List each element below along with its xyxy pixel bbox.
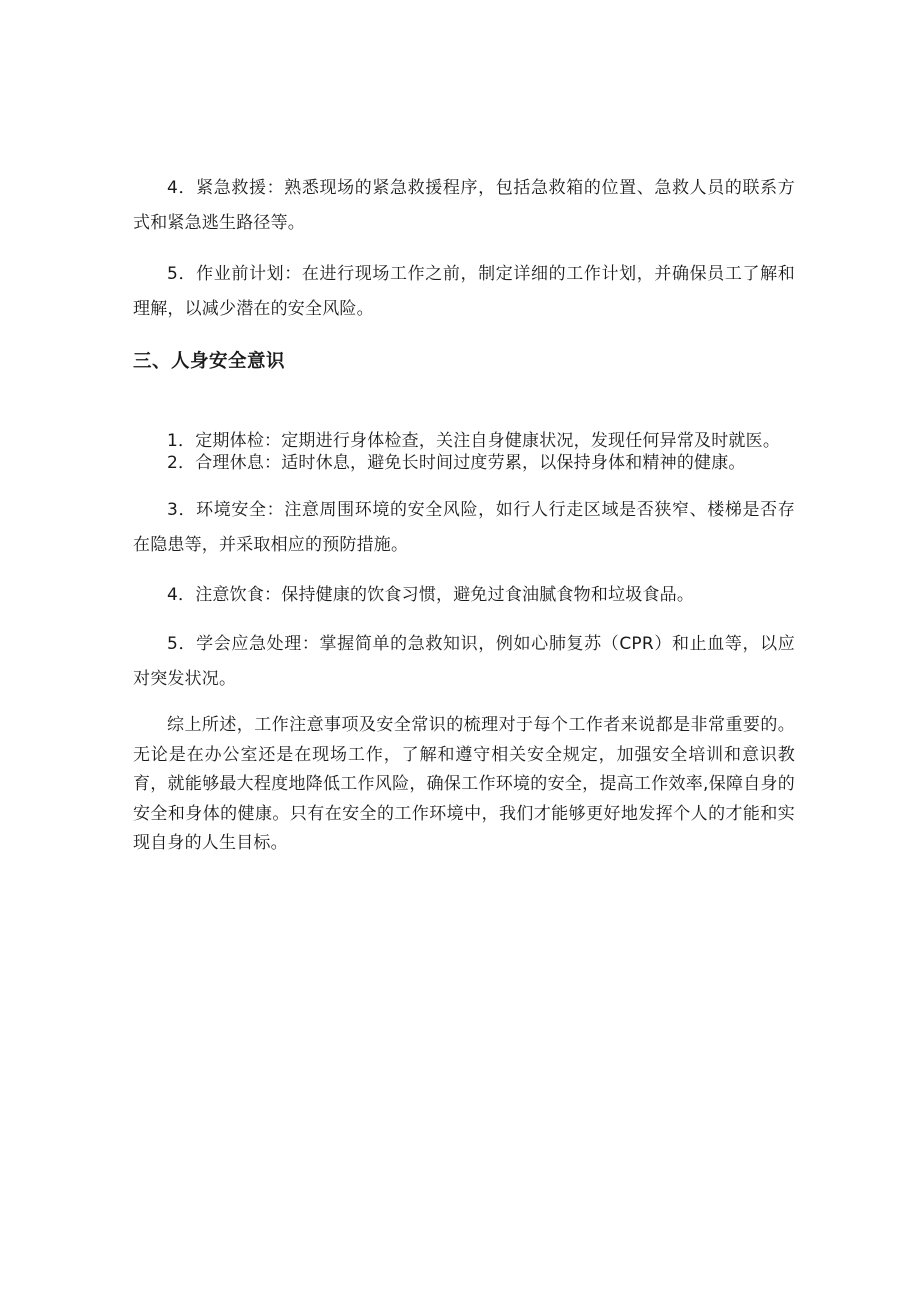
summary-paragraph: 综上所述，工作注意事项及安全常识的梳理对于每个工作者来说都是非常重要的。无论是在办公室还是在现场工作，了解和遵守相关安全规定，加强安全培训和意识教育，就能够最大程度地降低工作风险，确保工作环境的安全，提高工作效率,保障自身的安全和身体的健康。只有在安全的工作环境中，我们才能够更好地发挥个人的才能和实现自身的人生目标。	[133, 715, 795, 853]
section-three-item-4: 4．注意饮食：保持健康的饮食习惯，避免过食油腻食物和垃圾食品。	[167, 585, 695, 605]
section-three-item-1: 1．定期体检：定期进行身体检查，关注自身健康状况，发现任何异常及时就医。	[167, 431, 781, 451]
section-three-item-2: 2．合理休息：适时休息，避免长时间过度劳累，以保持身体和精神的健康。	[167, 453, 746, 473]
section-two-item-4: 4．紧急救援：熟悉现场的紧急救援程序，包括急救箱的位置、急救人员的联系方式和紧急逃生路径等。	[133, 178, 795, 233]
section-three-item-3: 3．环境安全：注意周围环境的安全风险，如行人行走区域是否狭窄、楼梯是否存在隐患等，并采取相应的预防措施。	[133, 500, 795, 555]
section-two-item-5: 5．作业前计划：在进行现场工作之前，制定详细的工作计划，并确保员工了解和理解，以减少潜在的安全风险。	[133, 264, 795, 319]
section-three-item-5: 5．学会应急处理：掌握简单的急救知识，例如心肺复苏（CPR）和止血等，以应对突发状况。	[133, 634, 795, 689]
section-three-heading: 三、人身安全意识	[133, 351, 286, 372]
